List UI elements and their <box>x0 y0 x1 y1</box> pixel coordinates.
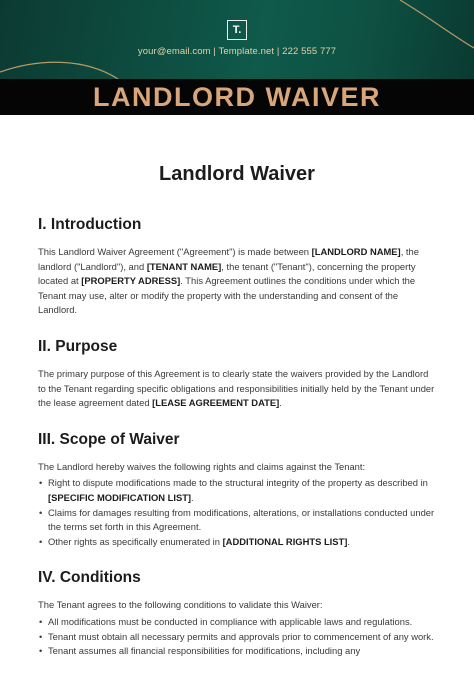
list-item <box>38 535 436 550</box>
intro-text-4: . This Agreement outlines the conditions under which the Tenant may use, alter or modify the property with the understanding and consent of the Landlord. <box>38 275 416 316</box>
intro-text-2: , the landlord ("Landlord"), and <box>38 246 419 272</box>
section-heading-scope: III. Scope of Waiver <box>38 430 180 448</box>
section-heading-purpose: II. Purpose <box>38 337 118 355</box>
modification-list-placeholder: [SPECIFIC MODIFICATION LIST] <box>48 491 192 503</box>
list-item: • Tenant must obtain all necessary permits and approvals prior to commencement of any work. <box>38 630 436 645</box>
list-item: • Tenant assumes all financial responsibilities for modifications, including any <box>38 644 436 659</box>
purpose-paragraph <box>38 367 436 411</box>
scope-item-3-text: Other rights as specifically enumerated in <box>48 535 223 547</box>
logo-letter: T. <box>232 24 242 36</box>
title-banner <box>0 79 474 115</box>
additional-rights-placeholder: [ADDITIONAL RIGHTS LIST] <box>222 535 348 547</box>
purpose-text-1: The primary purpose of this Agreement is to clearly state the waivers provided by the Landlord to the Tenant regarding specific obligations and responsibilities initially held by the Tenant under the lease agreement dated <box>38 367 435 409</box>
conditions-intro: The Tenant agrees to the following conditions to validate this Waiver: <box>38 599 323 611</box>
section-heading-introduction: I. Introduction <box>38 216 142 233</box>
template-logo-icon <box>227 20 247 40</box>
list-item: • All modifications must be conducted in compliance with applicable laws and regulations. <box>38 615 436 630</box>
document-body <box>38 216 436 679</box>
property-address-placeholder: [PROPERTY ADRESS] <box>81 275 181 287</box>
intro-text-3: , the tenant ("Tenant"), concerning the property located at <box>38 260 416 287</box>
banner-title: LANDLORD WAIVER <box>93 81 381 112</box>
scope-intro: The Landlord hereby waives the following rights and claims against the Tenant: <box>38 460 366 472</box>
introduction-paragraph <box>38 245 436 318</box>
list-item <box>38 476 436 505</box>
scope-item-3-end: . <box>347 535 350 547</box>
scope-item-1-text: Right to dispute modifications made to the structural integrity of the property as described in <box>48 477 428 489</box>
purpose-text-2: . <box>279 397 282 409</box>
landlord-name-placeholder: [LANDLORD NAME] <box>311 246 401 257</box>
header-band <box>0 0 474 79</box>
conditions-list <box>38 615 436 659</box>
intro-text-1: This Landlord Waiver Agreement ("Agreement") is made between <box>38 246 312 257</box>
scope-list <box>38 476 436 549</box>
list-item: • Claims for damages resulting from modifications, alterations, or installations conducted under the terms set forth in this Agreement. <box>38 506 436 535</box>
scope-item-1-end: . <box>191 491 194 503</box>
contact-line: your@email.com | Template.net | 222 555 777 <box>137 46 337 57</box>
document-title: Landlord Waiver <box>159 163 315 185</box>
lease-date-placeholder: [LEASE AGREEMENT DATE] <box>152 397 280 409</box>
tenant-name-placeholder: [TENANT NAME] <box>146 260 222 272</box>
section-heading-conditions: IV. Conditions <box>38 569 141 587</box>
